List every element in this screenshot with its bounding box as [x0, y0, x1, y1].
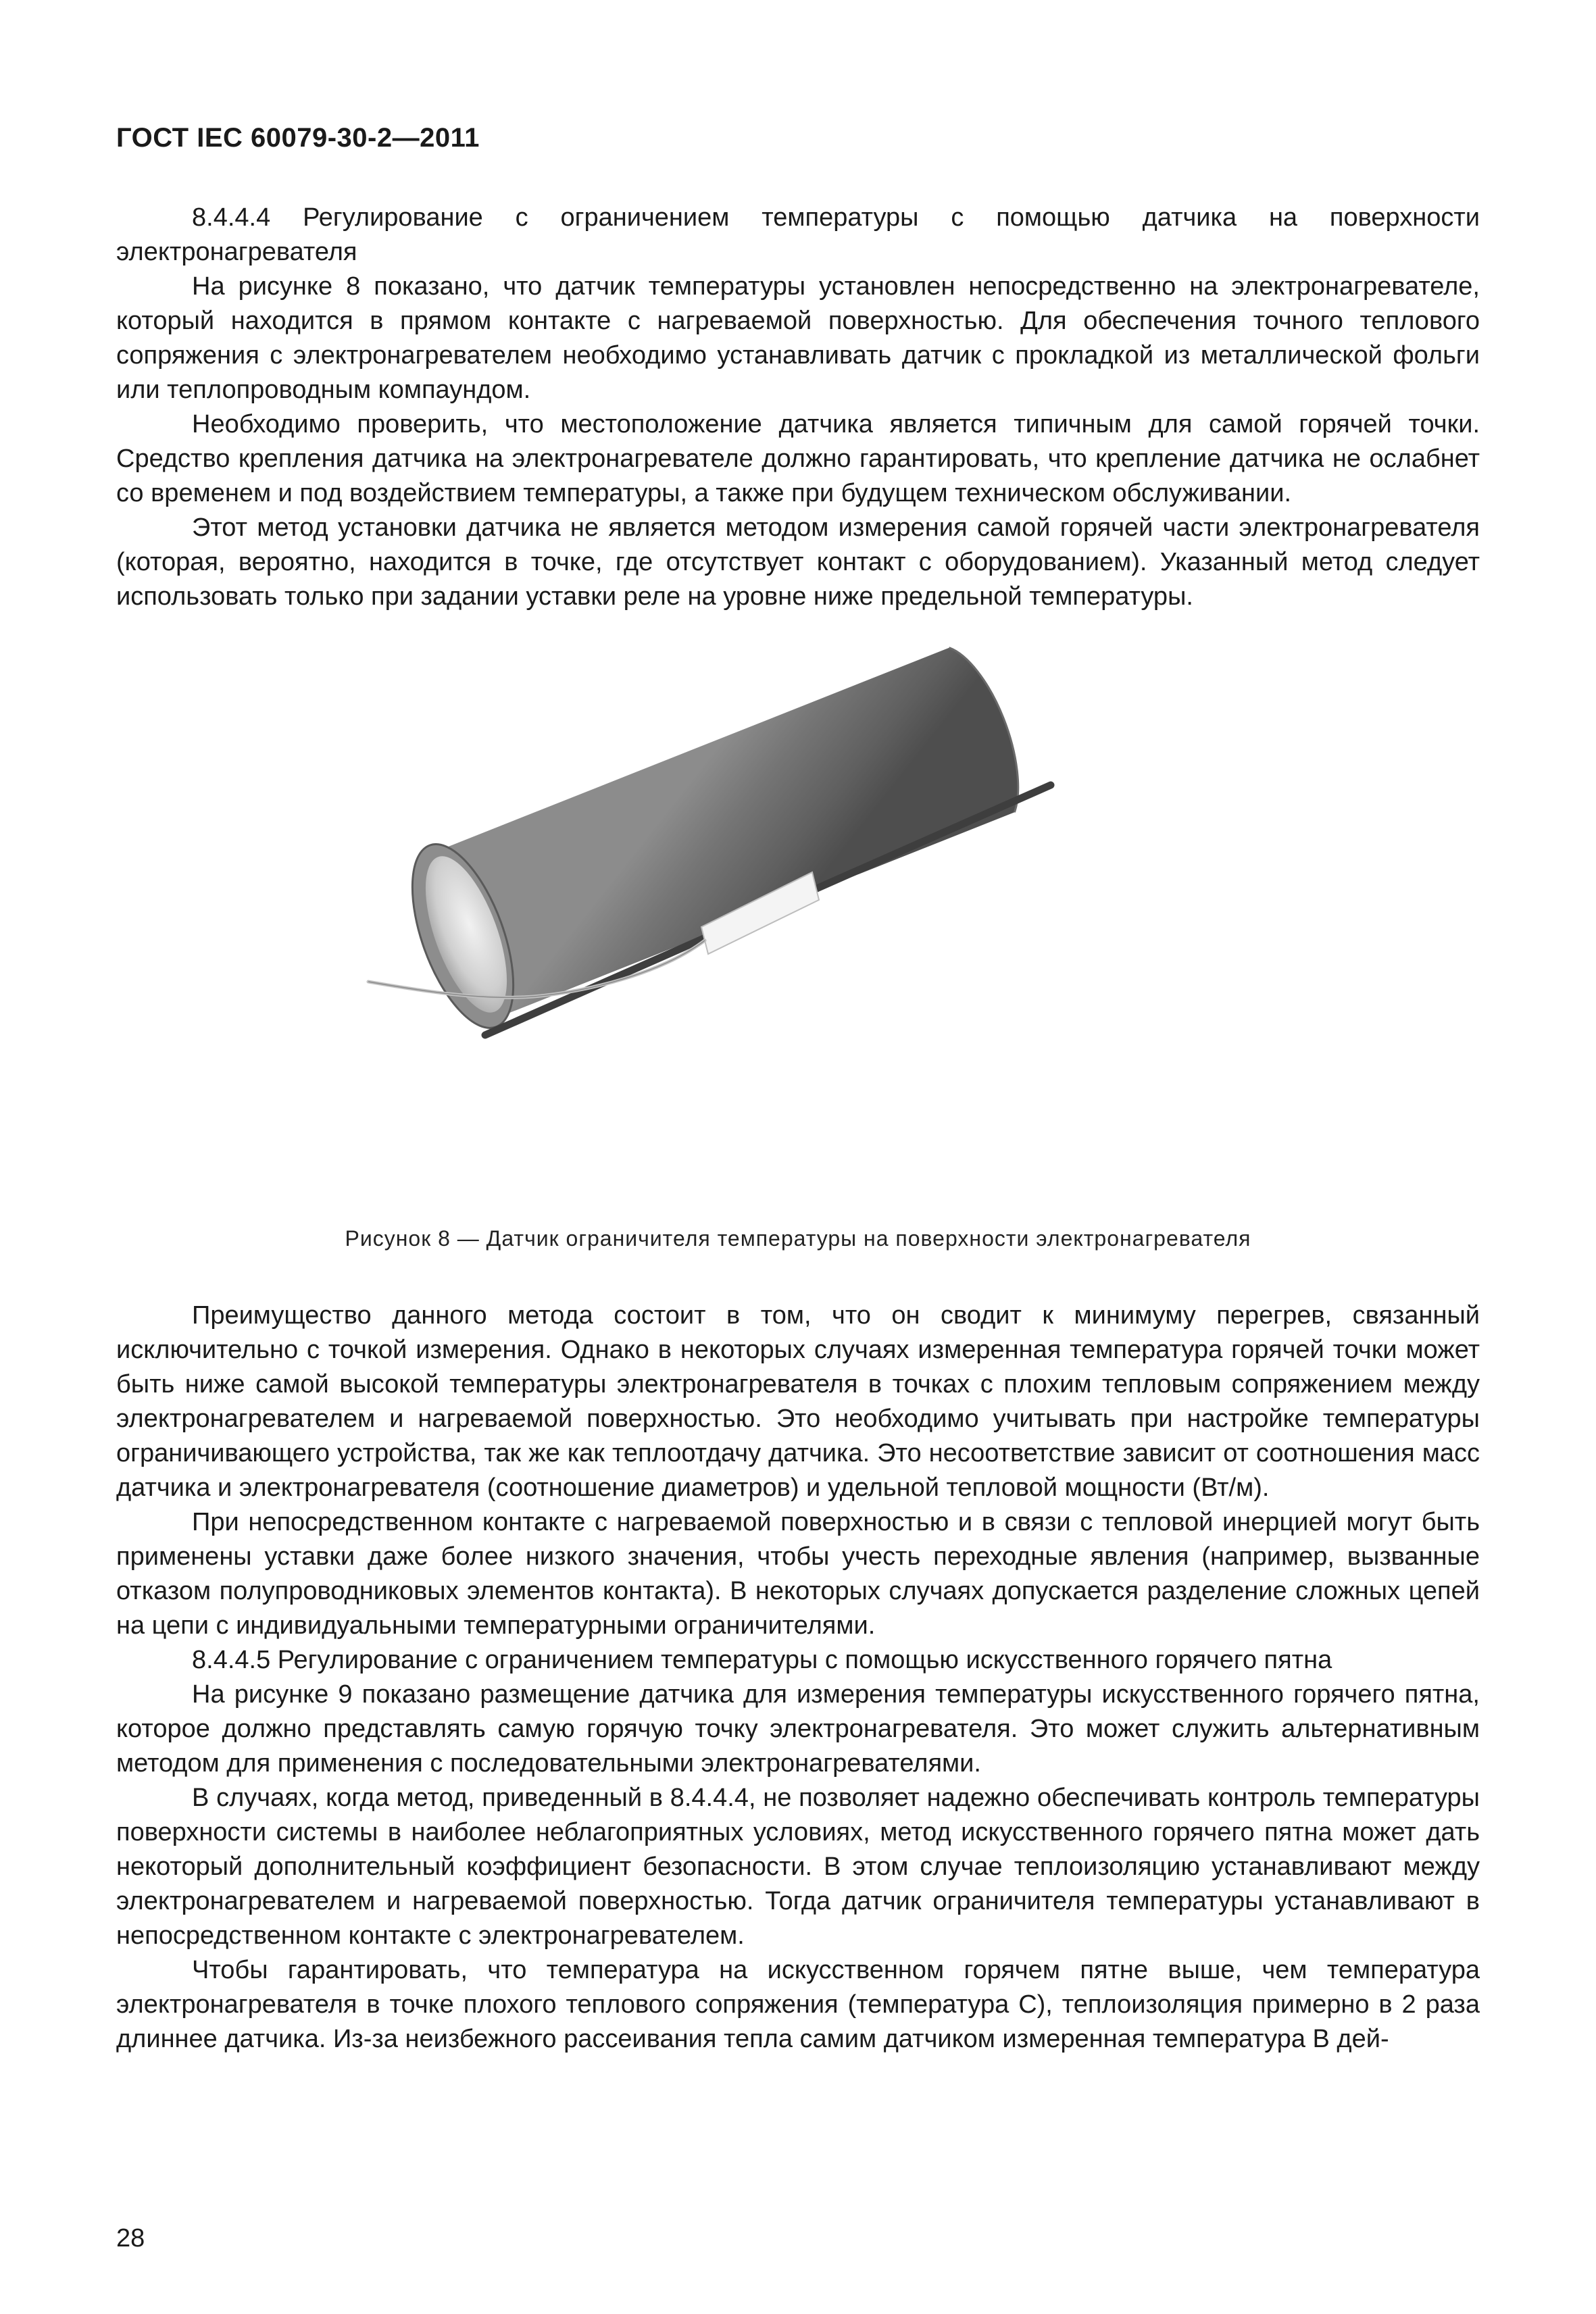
- paragraph: На рисунке 9 показано размещение датчика для измерения температуры искусственного горячего пятна, которое должно представлять самую горячую точку электронагревателя. Это может служить альтернативным методом для применения с последовательными электронагревателями.: [116, 1680, 1480, 1778]
- page-number: 28: [116, 2224, 145, 2253]
- paragraph: Этот метод установки датчика не является методом измерения самой горячей части электронагревателя (которая, вероятно, находится в точке, где отсутствует контакт с оборудованием). Указанный метод следует использовать только при задании уставки реле на уровне ниже предельной температуры.: [116, 513, 1480, 611]
- paragraph: Преимущество данного метода состоит в том, что он сводит к минимуму перегрев, связанный исключительно с точкой измерения. Однако в некоторых случаях измеренная температура горячей точки может быть ниже самой высокой температуры электронагревателя в точках с плохим тепловым сопряжением между электронагревателем и нагреваемой поверхностью. Это необходимо учитывать при настройке температуры ограничивающего устройства, так же как теплоотдачу датчика. Это несоответствие зависит от соотношения масс датчика и электронагревателя (соотношение диаметров) и удельной тепловой мощности (Вт/м).: [116, 1301, 1480, 1502]
- paragraph: В случаях, когда метод, приведенный в 8.4.4.4, не позволяет надежно обеспечивать контроль температуры поверхности системы в наиболее неблагоприятных условиях, метод искусственного горячего пятна может дать некоторый дополнительный коэффициент безопасности. В этом случае теплоизоляцию устанавливают между электронагревателем и нагреваемой поверхностью. Тогда датчик ограничителя температуры устанавливают в непосредственном контакте с электронагревателем.: [116, 1784, 1480, 1950]
- section-after-figure: [116, 1299, 1480, 2057]
- figure-caption: Рисунок 8 — Датчик ограничителя температуры на поверхности электронагревателя: [345, 1226, 1251, 1251]
- paragraph: При непосредственном контакте с нагреваемой поверхностью и в связи с тепловой инерцией могут быть применены уставки даже более низкого значения, чтобы учесть переходные явления (например, вызванные отказом полупроводниковых элементов контакта). В некоторых случаях допускается разделение сложных цепей на цепи с индивидуальными температурными ограничителями.: [116, 1508, 1480, 1640]
- section-heading-8-4-4-5: 8.4.4.5 Регулирование с ограничением температуры с помощью искусственного горячего пятна: [192, 1646, 1332, 1674]
- document-header: ГОСТ IEC 60079-30-2—2011: [116, 123, 480, 153]
- section-heading-8-4-4-4: 8.4.4.4 Регулирование с ограничением температуры с помощью датчика на поверхности электронагревателя: [116, 203, 1480, 266]
- paragraph: На рисунке 8 показано, что датчик температуры установлен непосредственно на электронагревателе, который находится в прямом контакте с нагреваемой поверхностью. Для обеспечения точного теплового сопряжения с электронагревателем необходимо устанавливать датчик с прокладкой из металлической фольги или теплопроводным компаундом.: [116, 272, 1480, 404]
- pipe-body: [426, 648, 1018, 1019]
- paragraph: Необходимо проверить, что местоположение датчика является типичным для самой горячей точки. Средство крепления датчика на электронагревателе должно гарантировать, что крепление датчика не ослабнет со временем и под воздействием температуры, а также при будущем техническом обслуживании.: [116, 410, 1480, 507]
- section-8-4-4-4: [116, 201, 1480, 614]
- paragraph: Чтобы гарантировать, что температура на искусственном горячем пятне выше, чем температура электронагревателя в точке плохого теплового сопряжения (температура С), теплоизоляция примерно в 2 раза длиннее датчика. Из-за неизбежного рассеивания тепла самим датчиком измеренная температура В дей-: [116, 1956, 1480, 2053]
- pipe-illustration: [365, 635, 1243, 1203]
- figure-8-pipe-sensor: [365, 635, 1243, 1203]
